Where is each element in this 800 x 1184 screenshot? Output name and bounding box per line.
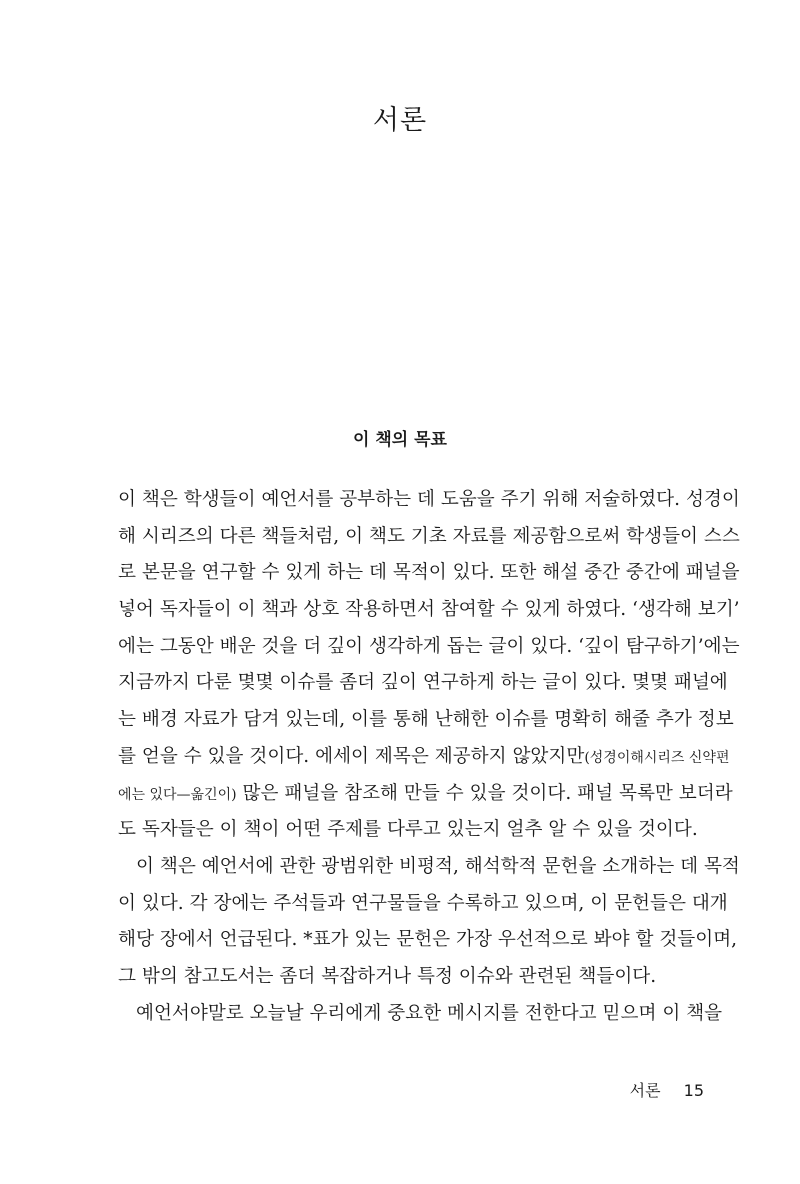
paragraph-1-line-6: 지금까지 다룬 몇몇 이슈를 좀더 깊이 연구하게 하는 글이 있다. 몇몇 패널에 xyxy=(118,672,728,694)
paragraph-1-line-10: 도 독자들은 이 책이 어떤 주제를 다루고 있는지 얼추 알 수 있을 것이다. xyxy=(118,819,698,841)
paragraph-1-line-9 xyxy=(118,776,733,813)
paragraph-2-line-1: 이 책은 예언서에 관한 광범위한 비평적, 해석학적 문헌을 소개하는 데 목적 xyxy=(136,855,740,877)
paragraph-2-line-3: 해당 장에서 언급된다. *표가 있는 문헌은 가장 우선적으로 봐야 할 것들이며, xyxy=(118,929,738,951)
translator-note-part-2: 에는 있다—옮긴이) xyxy=(118,786,237,803)
body-text xyxy=(118,482,740,1032)
paragraph-1-line-8 xyxy=(118,739,730,776)
chapter-title: 서론 xyxy=(372,105,428,136)
paragraph-1-line-3: 로 본문을 연구할 수 있게 하는 데 목적이 있다. 또한 해설 중간 중간에 패널을 xyxy=(118,562,740,584)
paragraph-1-line-2: 해 시리즈의 다른 책들처럼, 이 책도 기초 자료를 제공함으로써 학생들이 스스 xyxy=(118,525,740,547)
paragraph-1-line-7: 는 배경 자료가 담겨 있는데, 이를 통해 난해한 이슈를 명확히 해줄 추가 정보 xyxy=(118,709,734,731)
paragraph-2-line-2: 이 있다. 각 장에는 주석들과 연구물들을 수록하고 있으며, 이 문헌들은 대개 xyxy=(118,892,728,914)
paragraph-1-line-8-text: 를 얻을 수 있을 것이다. 에세이 제목은 제공하지 않았지만 xyxy=(118,745,585,767)
paragraph-1-line-5: 에는 그동안 배운 것을 더 깊이 생각하게 돕는 글이 있다. ‘깊이 탐구하기’에는 xyxy=(118,635,740,657)
page-footer xyxy=(630,1078,704,1101)
paragraph-3-line-1: 예언서야말로 오늘날 우리에게 중요한 메시지를 전한다고 믿으며 이 책을 xyxy=(136,1002,723,1024)
translator-note-part-1: (성경이해시리즈 신약편 xyxy=(584,749,730,766)
paragraph-2-line-4: 그 밖의 참고도서는 좀더 복잡하거나 특정 이슈와 관련된 책들이다. xyxy=(118,965,657,987)
paragraph-1-line-1: 이 책은 학생들이 예언서를 공부하는 데 도움을 주기 위해 저술하였다. 성경이 xyxy=(118,489,740,510)
page-number: 15 xyxy=(683,1081,704,1100)
running-head: 서론 xyxy=(629,1081,661,1100)
section-heading: 이 책의 목표 xyxy=(353,430,447,450)
paragraph-1-line-9-text: 많은 패널을 참조해 만들 수 있을 것이다. 패널 목록만 보더라 xyxy=(236,782,733,804)
paragraph-1-line-4: 넣어 독자들이 이 책과 상호 작용하면서 참여할 수 있게 하였다. ‘생각해 보기’ xyxy=(118,599,740,621)
